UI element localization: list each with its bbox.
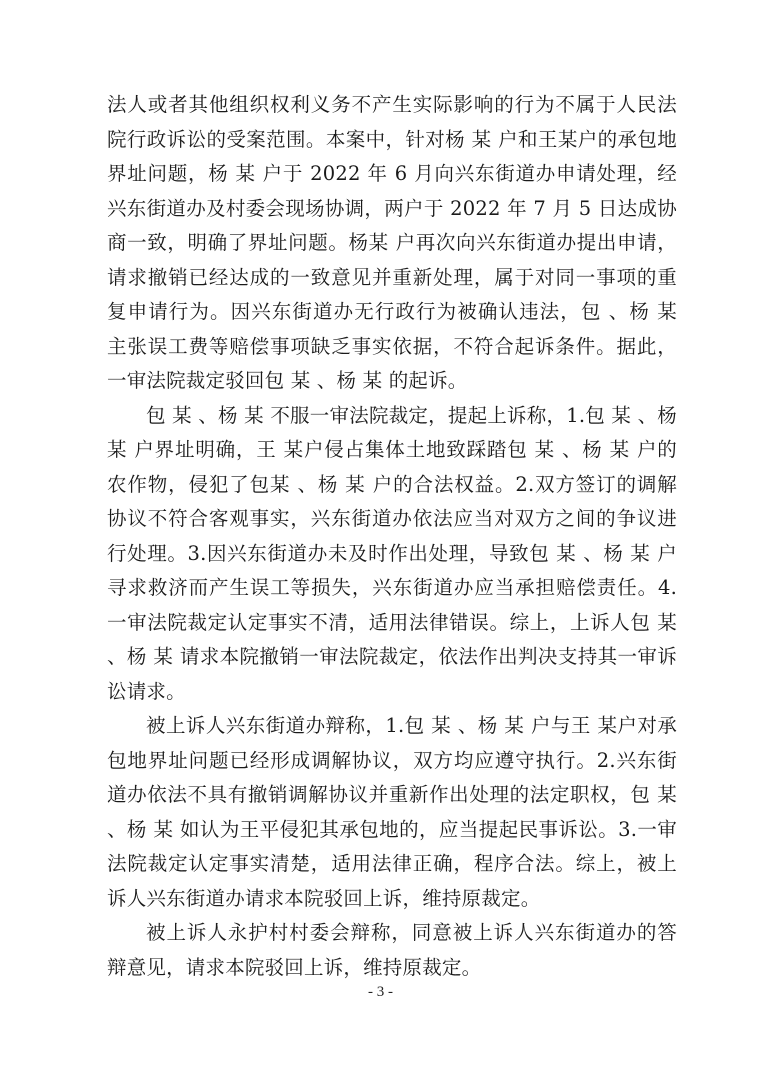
paragraph-3: 被上诉人兴东街道办辩称，1.包 某 、杨 某 户与王 某户对承包地界址问题已经形成调解协议，双方均应遵守执行。2.兴东街道办依法不具有撤销调解协议并重新作出处理的法定职权，包 某 、杨 某 如认为王平侵犯其承包地的，应当提起民事诉讼。3.一审法院裁定认定事实清楚，适用法律正确，程序合法。综上，被上诉人兴东街道办请求本院驳回上诉，维持原裁定。 xyxy=(107,714,677,910)
paragraph-4: 被上诉人永护村村委会辩称，同意被上诉人兴东街道办的答辩意见，请求本院驳回上诉，维持原裁定。 xyxy=(107,921,677,979)
document-body xyxy=(107,88,677,985)
paragraph-2: 包 某 、杨 某 不服一审法院裁定，提起上诉称，1.包 某 、杨 某 户界址明确，王 某户侵占集体土地致踩踏包 某 、杨 某 户的农作物，侵犯了包某 、杨 某 户的合法权益。2.双方签订的调解协议不符合客观事实，兴东街道办依法应当对双方之间的争议进行处理。3.因兴东街道办未及时作出处理，导致包 某 、杨 某 户寻求救济而产生误工等损失，兴东街道办应当承担赔偿责任。4.一审法院裁定认定事实不清，适用法律错误。综上，上诉人包 某 、杨 某 请求本院撤销一审法院裁定，依法作出判决支持其一审诉讼请求。 xyxy=(107,403,677,703)
page-number: - 3 - xyxy=(368,984,393,1000)
paragraph-1: 法人或者其他组织权利义务不产生实际影响的行为不属于人民法院行政诉讼的受案范围。本案中，针对杨 某 户和王某户的承包地界址问题，杨 某 户于 2022 年 6 月向兴东街道办申请处理，经兴东街道办及村委会现场协调，两户于 2022 年 7 月 5 日达成协商一致，明确了界址问题。杨某 户再次向兴东街道办提出申请，请求撤销已经达成的一致意见并重新处理，属于对同一事项的重复申请行为。因兴东街道办无行政行为被确认违法，包 、杨 某 主张误工费等赔偿事项缺乏事实依据，不符合起诉条件。据此，一审法院裁定驳回包 某 、杨 某 的起诉。 xyxy=(107,93,677,392)
